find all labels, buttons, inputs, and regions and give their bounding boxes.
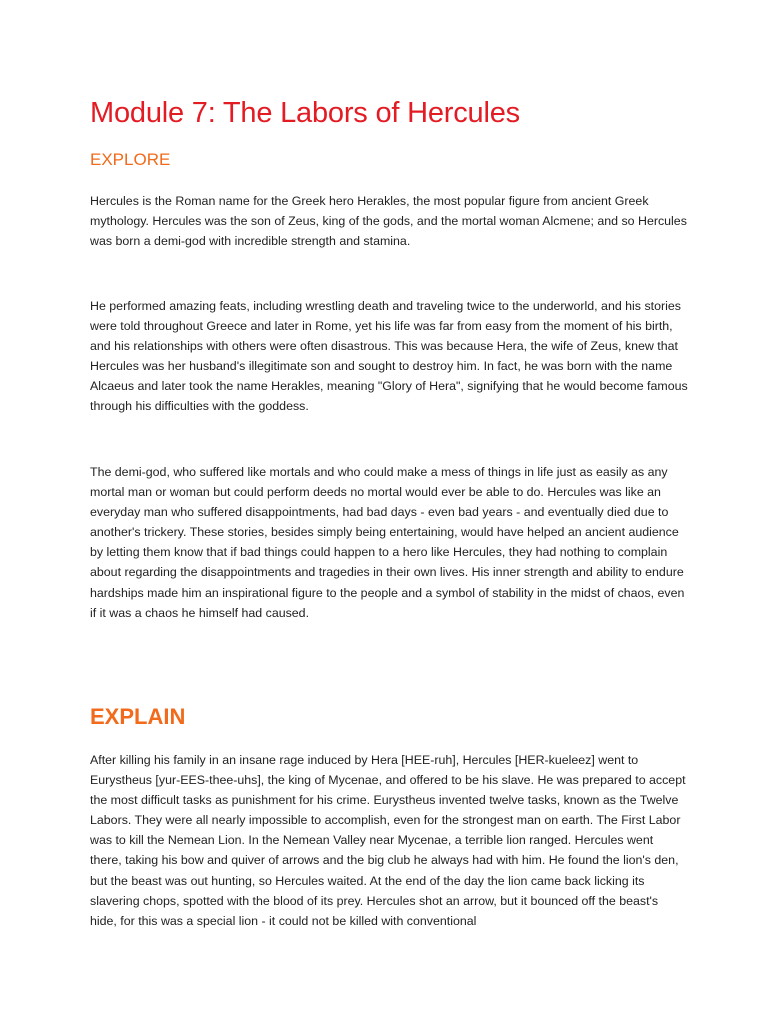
page-title: Module 7: The Labors of Hercules: [90, 97, 520, 129]
paragraph-intro: Hercules is the Roman name for the Greek hero Herakles, the most popular figure from ancient Greek mythology. Hercules was the son of Zeus, king of the gods, and the mortal woman Alcmene; and so Hercules was born a demi-god with incredible strength and stamina.: [90, 194, 687, 249]
paragraph-labors: After killing his family in an insane rage induced by Hera [HEE-ruh], Hercules [HER-kueleez] went to Eurystheus [yur-EES-thee-uhs], the king of Mycenae, and offered to be his slave. He was prepared to accept the most difficult tasks as punishment for his crime. Eurystheus invented twelve tasks, known as the Twelve Labors. They were all nearly impossible to accomplish, even for the strongest man on earth. The First Labor was to kill the Nemean Lion. In the Nemean Valley near Mycenae, a terrible lion ranged. Hercules went there, taking his bow and quiver of arrows and the big club he always had with him. He found the lion's den, but the beast was out hunting, so Hercules waited. At the end of the day the lion came back licking its slavering chops, spotted with the blood of its prey. Hercules shot an arrow, but it bounced off the beast's hide, for this was a special lion - it could not be killed with conventional: [90, 753, 686, 928]
section-heading-explore: EXPLORE: [90, 150, 171, 169]
paragraph-feats: He performed amazing feats, including wrestling death and traveling twice to the underworld, and his stories were told throughout Greece and later in Rome, yet his life was far from easy from the moment of his birth, and his relationships with others were often disastrous. This was because Hera, the wife of Zeus, knew that Hercules was her husband's illegitimate son and sought to destroy him. In fact, he was born with the name Alcaeus and later took the name Herakles, meaning "Glory of Hera", signifying that he would become famous through his difficulties with the goddess.: [90, 299, 688, 414]
section-heading-explain: EXPLAIN: [90, 704, 186, 729]
document-content: [90, 92, 688, 928]
paragraph-demigod: The demi-god, who suffered like mortals and who could make a mess of things in life just as easily as any mortal man or woman but could perform deeds no mortal would ever be able to do. Hercules was like an everyday man who suffered disappointments, had bad days - even bad years - and eventually died due to another's trickery. These stories, besides simply being entertaining, would have helped an ancient audience by letting them know that if bad things could happen to a hero like Hercules, they had nothing to complain about regarding the disappointments and tragedies in their own lives. His inner strength and ability to endure hardships made him an inspirational figure to the people and a symbol of stability in the midst of chaos, even if it was a chaos he himself had caused.: [90, 465, 685, 620]
